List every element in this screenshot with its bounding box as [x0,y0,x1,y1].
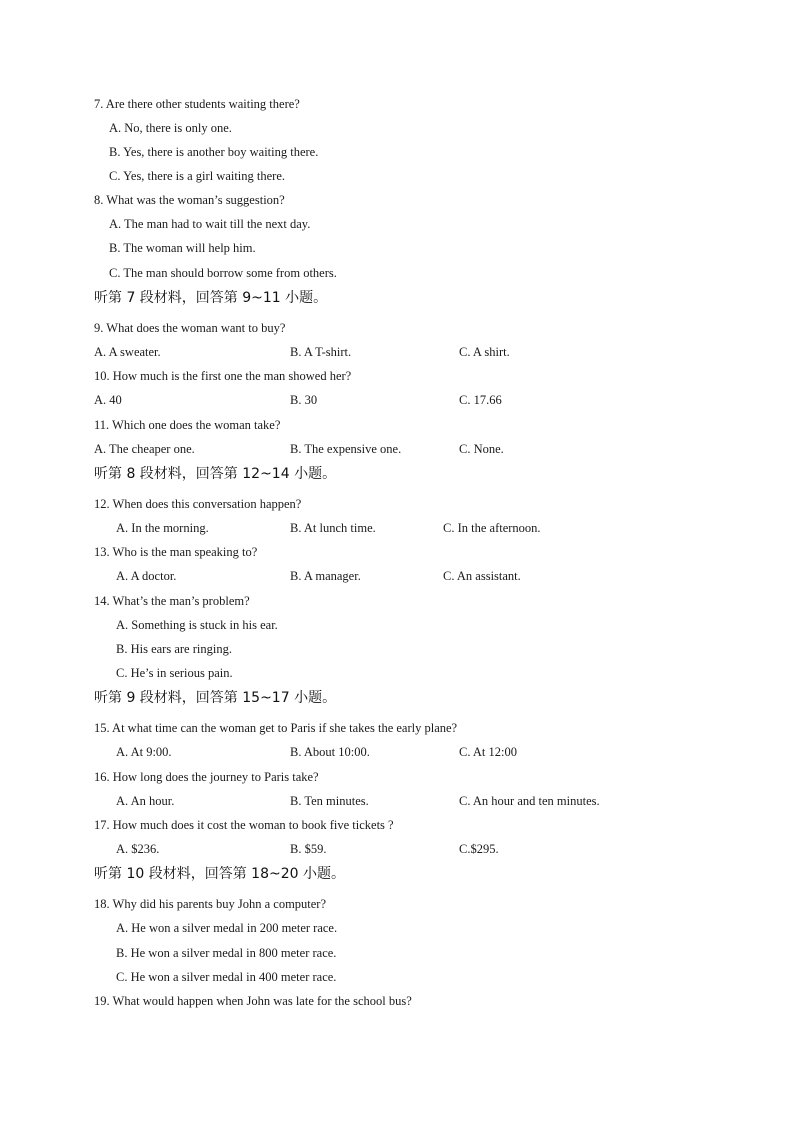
section-8-heading: 听第 8 段材料，回答第 12~14 小题。 [94,466,337,482]
question-17-stem: 17. How much does it cost the woman to book five tickets ? [94,818,394,832]
question-15-option-b: B. About 10:00. [290,745,370,759]
question-12-option-b: B. At lunch time. [290,521,376,535]
question-16-option-c: C. An hour and ten minutes. [459,794,600,808]
question-11-option-a: A. The cheaper one. [94,442,195,456]
question-11-stem: 11. Which one does the woman take? [94,418,281,432]
question-19-stem: 19. What would happen when John was late for the school bus? [94,994,412,1008]
question-10-option-c: C. 17.66 [459,393,502,407]
question-18-option-a: A. He won a silver medal in 200 meter race. [116,921,338,935]
question-8-stem: 8. What was the woman’s suggestion? [94,193,285,207]
question-8-option-c: C. The man should borrow some from others. [109,266,337,280]
question-7-option-a: A. No, there is only one. [109,121,232,135]
question-10-stem: 10. How much is the first one the man showed her? [94,369,352,383]
question-18-stem: 18. Why did his parents buy John a computer? [94,897,327,911]
question-17-option-a: A. $236. [116,842,160,856]
question-13-option-c: C. An assistant. [443,569,521,583]
question-12-option-a: A. In the morning. [116,521,209,535]
question-11-option-b: B. The expensive one. [290,442,402,456]
question-14-option-b: B. His ears are ringing. [116,642,232,656]
question-15-stem: 15. At what time can the woman get to Paris if she takes the early plane? [94,721,458,735]
question-14-stem: 14. What’s the man’s problem? [94,594,250,608]
question-16-stem: 16. How long does the journey to Paris take? [94,770,319,784]
question-16-option-b: B. Ten minutes. [290,794,369,808]
question-13-option-b: B. A manager. [290,569,361,583]
question-15-option-a: A. At 9:00. [116,745,172,759]
question-7-option-b: B. Yes, there is another boy waiting there. [109,145,319,159]
question-14-option-c: C. He’s in serious pain. [116,666,233,680]
section-7-heading: 听第 7 段材料，回答第 9~11 小题。 [94,290,328,306]
question-14-option-a: A. Something is stuck in his ear. [116,618,278,632]
question-7-option-c: C. Yes, there is a girl waiting there. [109,169,286,183]
question-17-option-b: B. $59. [290,842,327,856]
question-11-option-c: C. None. [459,442,504,456]
question-12-stem: 12. When does this conversation happen? [94,497,302,511]
question-9-option-a: A. A sweater. [94,345,161,359]
question-12-option-c: C. In the afternoon. [443,521,541,535]
question-10-option-b: B. 30 [290,393,318,407]
question-7-stem: 7. Are there other students waiting there? [94,97,300,111]
question-8-option-b: B. The woman will help him. [109,241,256,255]
question-9-option-c: C. A shirt. [459,345,510,359]
question-17-option-c: C.$295. [459,842,499,856]
question-18-option-c: C. He won a silver medal in 400 meter race. [116,970,337,984]
question-10-option-a: A. 40 [94,393,122,407]
question-13-stem: 13. Who is the man speaking to? [94,545,258,559]
question-16-option-a: A. An hour. [116,794,175,808]
question-9-stem: 9. What does the woman want to buy? [94,321,286,335]
question-8-option-a: A. The man had to wait till the next day. [109,217,311,231]
question-13-option-a: A. A doctor. [116,569,177,583]
section-9-heading: 听第 9 段材料，回答第 15~17 小题。 [94,690,337,706]
question-15-option-c: C. At 12:00 [459,745,517,759]
question-9-option-b: B. A T-shirt. [290,345,352,359]
section-10-heading: 听第 10 段材料，回答第 18~20 小题。 [94,866,345,882]
question-18-option-b: B. He won a silver medal in 800 meter race. [116,946,337,960]
